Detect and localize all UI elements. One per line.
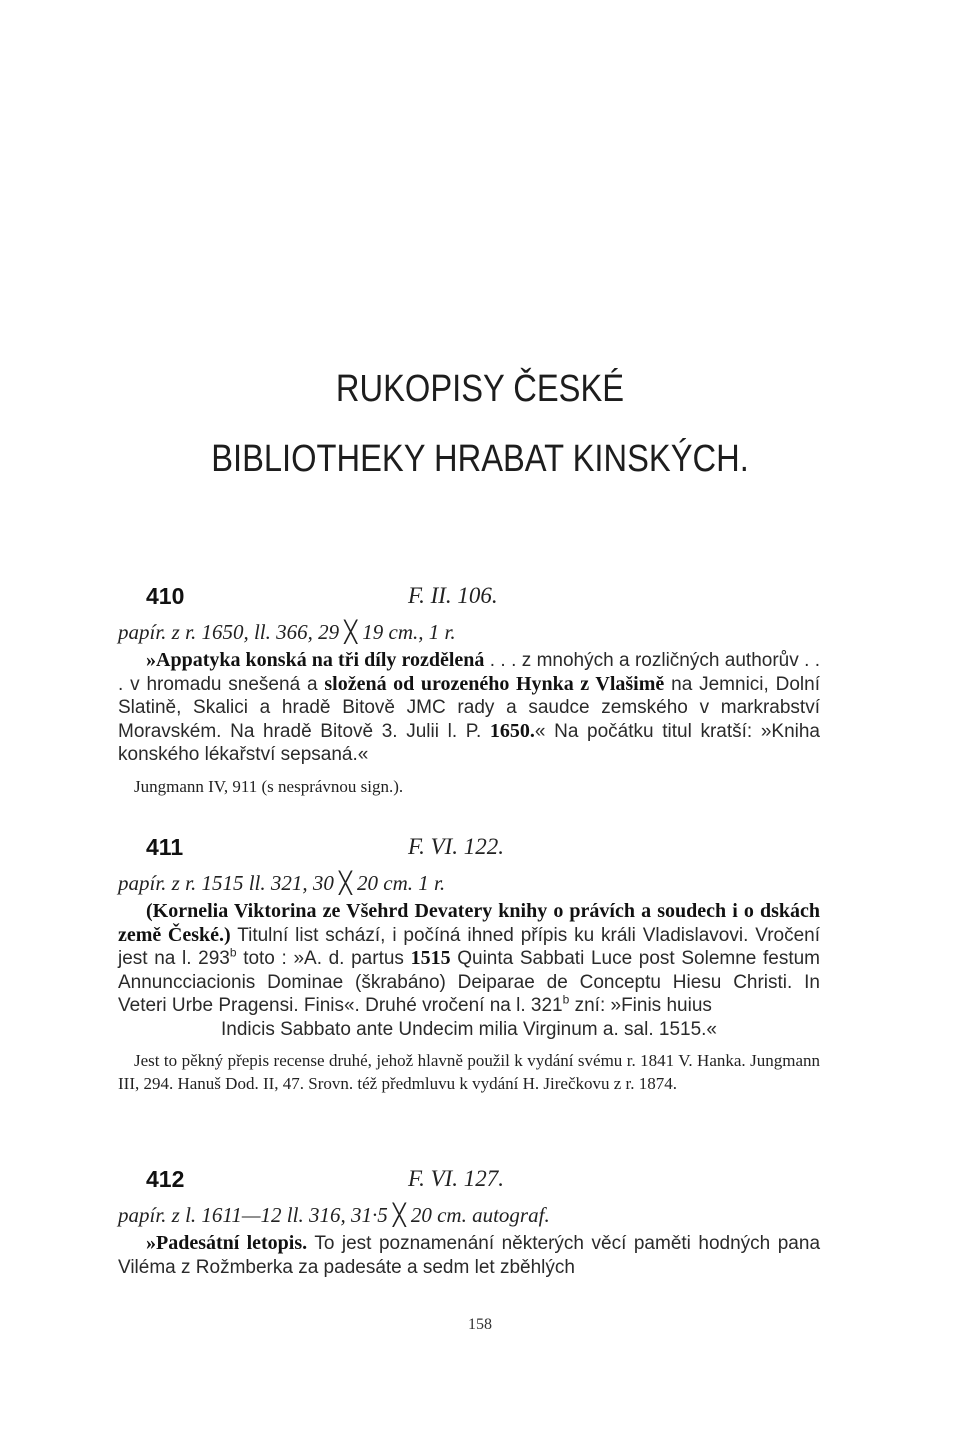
entry-411 [118, 834, 820, 1095]
entry-title: »Padesátní letopis. [146, 1232, 308, 1254]
superscript: b [229, 945, 237, 960]
entry-year: 1515 [410, 947, 451, 969]
entry-number: 410 [146, 583, 185, 609]
entry-head [118, 834, 820, 870]
entry-signature: F. VI. 122. [408, 834, 505, 859]
page-number: 158 [468, 1316, 492, 1333]
entry-last-line: Indicis Sabbato ante Undecim milia Virginum a. sal. 1515.« [220, 1018, 718, 1040]
entry-number: 412 [146, 1166, 185, 1192]
title-line-2: BIBLIOTHEKY HRABAT KINSKÝCH. [211, 438, 749, 480]
entry-text-a: To jest poznamenání některých věcí paměti hodných pana Viléma z Rožmberka za padesáte a sedm let zběhlých [118, 1233, 821, 1278]
entry-title: (Kornelia Viktorina ze Všehrd Devatery knihy o právích a soudech i o dskách země České.) [118, 900, 820, 946]
entry-410 [118, 583, 820, 798]
entry-signature: F. II. 106. [408, 583, 498, 608]
entry-meta: papír. z l. 1611—12 ll. 316, 31·5 ╳ 20 cm. autograf. [118, 1203, 550, 1227]
superscript: b [562, 992, 570, 1007]
entry-note: Jungmann IV, 911 (s nesprávnou sign.). [134, 776, 404, 796]
entry-text [118, 1232, 820, 1279]
entry-text-a: Titulní list schází, i počíná ihned přípis ku králi Vladislavovi. Vročení jest na l. 293 [118, 924, 821, 969]
entry-title: »Appatyka konská na tři díly rozdělená [146, 649, 485, 671]
entry-author: složená od urozeného Hynka z Vlašimě [324, 672, 665, 695]
entry-head [118, 1166, 820, 1202]
entry-head [118, 583, 820, 619]
entry-signature: F. VI. 127. [408, 1166, 505, 1191]
entry-text-c: na Jemnici, Dolní Slatině, Skalici a hradě Bitově JMC rady a saudce zemského v markrabství Moravském. Na hradě Bitově 3. Julii l. P. [118, 673, 820, 742]
entry-number: 411 [146, 834, 184, 860]
entry-text-a: . . . z mnohých a rozličných authorův . . . v hromadu snešená a [118, 650, 820, 695]
entry-note: Jest to pěkný přepis recense druhé, jehož hlavně použil k vydání svému r. 1841 V. Hanka. Jungmann III, 294. Hanuš Dod. II, 47. Srovn. též předmluvu k vydání H. Jirečkovu z r. 1874. [118, 1051, 820, 1093]
entry-text-d: zní: »Finis huius [574, 995, 712, 1016]
entry-text-d: « Na počátku titul kratší: »Kniha konského lékařství sepsaná.« [118, 720, 820, 765]
title-line-1: RUKOPISY ČESKÉ [335, 368, 625, 410]
entry-412 [118, 1166, 820, 1279]
entry-meta: papír. z r. 1650, ll. 366, 29 ╳ 19 cm., 1 r. [118, 620, 456, 644]
entry-text-b: toto : »A. d. partus [243, 948, 404, 969]
entry-text-c: Quinta Sabbati Luce post Solemne festum Annuncciacionis Dominae (škrabáno) Deiparae de Conceptu Hiesu Christi. In Veteri Urbe Pragensi. Finis«. Druhé vročení na l. 321 [118, 948, 821, 1016]
entry-year: 1650. [489, 719, 535, 742]
entry-text [118, 649, 820, 767]
entry-meta: papír. z r. 1515 ll. 321, 30 ╳ 20 cm. 1 r. [118, 871, 446, 895]
entry-text [118, 900, 820, 1041]
